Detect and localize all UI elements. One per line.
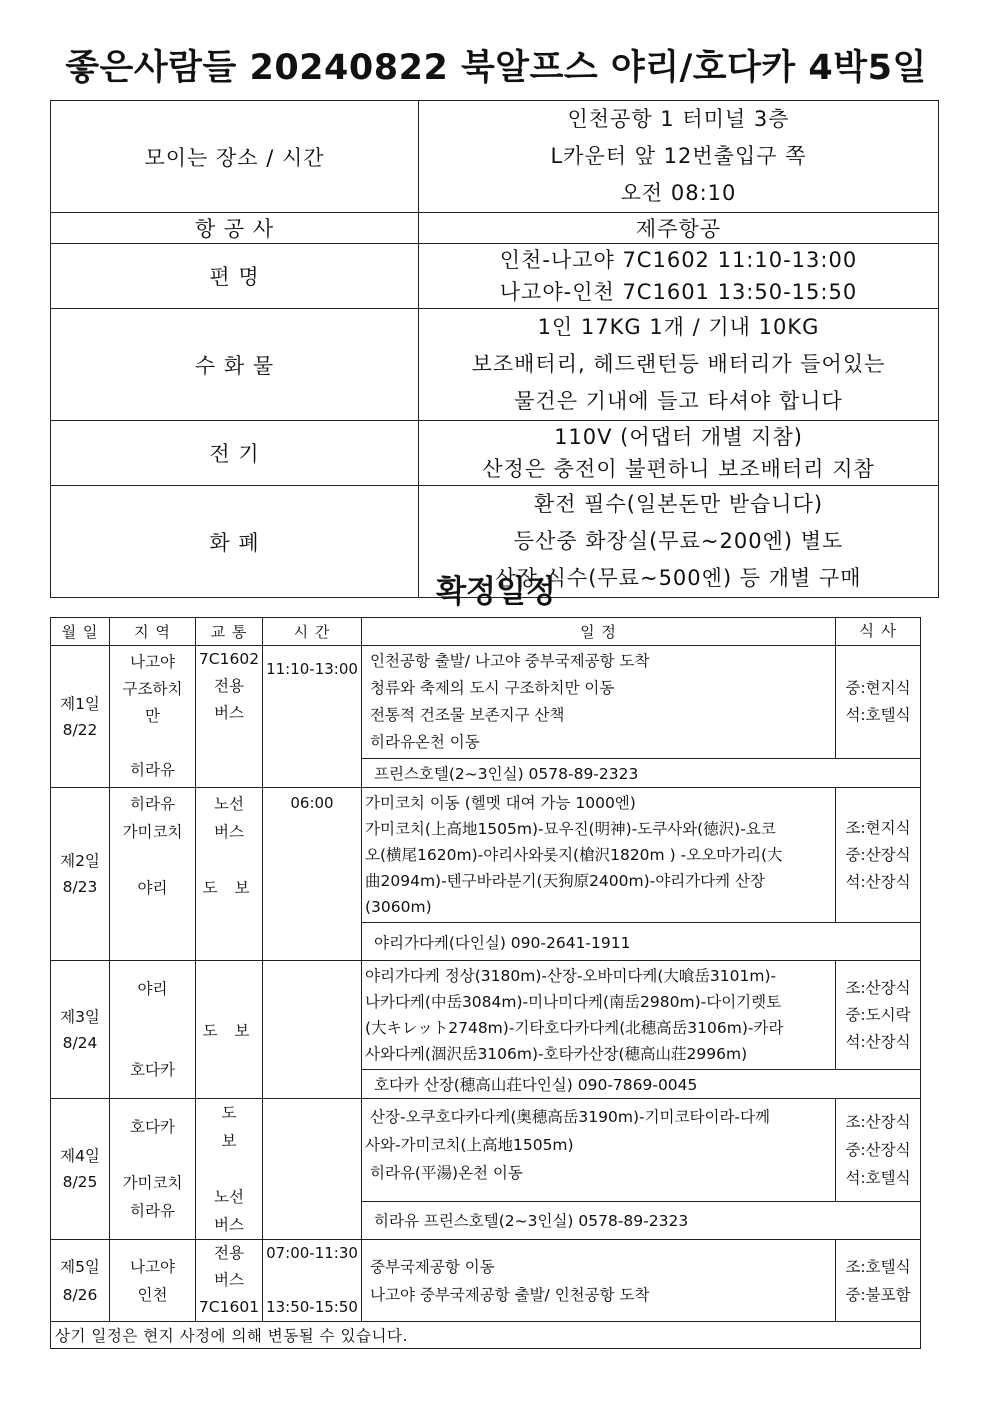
time-cell xyxy=(263,961,362,1099)
schedule-header-row xyxy=(51,618,921,646)
transport-cell: 7C1602 전용 버스 xyxy=(196,646,263,788)
header-meal: 식 사 xyxy=(836,618,921,646)
baggage-label: 수 화 물 xyxy=(51,309,419,421)
header-region: 지 역 xyxy=(110,618,196,646)
plan-cell: 산장-오쿠호다카다케(奥穂高岳3190m)-기미코타이라-다께 사와-가미코치(上高地1505m) 히라유(平湯)온천 이동 xyxy=(362,1099,836,1202)
meal-cell: 중:현지식 석:호텔식 xyxy=(836,646,921,759)
flights-value: 인천-나고야 7C1602 11:10-13:00 나고야-인천 7C1601 13:50-15:50 xyxy=(419,244,939,309)
plan-cell: 가미코치 이동 (헬멧 대여 가능 1000엔) 가미코치(上高地1505m)-묘우진(明神)-도쿠사와(徳沢)-요코 오(横尾1620m)-야리사와롯지(槍沢1820m ) -오오마가리(大 曲2094m)-텐구바라분기(天狗原2400m)-야리가다케 산장 (3060m) xyxy=(362,788,836,923)
region-cell: 호다카 가미코치 히라유 xyxy=(110,1099,196,1240)
plan-cell: 야리가다케 정상(3180m)-산장-오바미다케(大喰岳3101m)- 나카다케(中岳3084m)-미나미다케(南岳2980m)-다이기렛토 (大キレット2748m)-기타호다카다케(北穂高岳3106m)-카라 사와다케(涸沢岳3106m)-호타카산장(穂高山荘2996m) xyxy=(362,961,836,1070)
transport-cell: 전용 버스 7C1601 xyxy=(196,1240,263,1322)
table-row xyxy=(51,646,921,759)
meeting-label: 모이는 장소 / 시간 xyxy=(51,101,419,213)
table-row xyxy=(51,961,921,1070)
table-row xyxy=(51,1099,921,1202)
table-row xyxy=(51,788,921,923)
meal-cell: 조:산장식 중:산장식 석:호텔식 xyxy=(836,1099,921,1202)
header-time: 시 간 xyxy=(263,618,362,646)
lodging-cell: 히라유 프린스호텔(2~3인실) 0578-89-2323 xyxy=(362,1201,921,1239)
transport-cell: 노선 버스 도 보 xyxy=(196,788,263,961)
table-row xyxy=(51,1240,921,1322)
plan-cell: 인천공항 출발/ 나고야 중부국제공항 도착 청류와 축제의 도시 구조하치만 이동 전통적 건조물 보존지구 산책 히라유온천 이동 xyxy=(362,646,836,759)
baggage-value: 1인 17KG 1개 / 기내 10KG 보조배터리, 헤드랜턴등 배터리가 들어있는 물건은 기내에 들고 타셔야 합니다 xyxy=(419,309,939,421)
meal-cell: 조:산장식 중:도시락 석:산장식 xyxy=(836,961,921,1070)
header-transport: 교 통 xyxy=(196,618,263,646)
region-cell: 히라유 가미코치 야리 xyxy=(110,788,196,961)
time-cell: 11:10-13:00 xyxy=(263,646,362,788)
lodging-cell: 호다카 산장(穂高山荘다인실) 090-7869-0045 xyxy=(362,1070,921,1099)
page-title: 좋은사람들 20240822 북알프스 야리/호다카 4박5일 xyxy=(65,48,927,88)
region-cell: 나고야 구조하치 만 히라유 xyxy=(110,646,196,788)
schedule-title: 확정일정 xyxy=(436,574,556,610)
meal-cell: 조:호텔식 중:불포함 xyxy=(836,1240,921,1322)
time-cell: 06:00 xyxy=(263,788,362,961)
meeting-value: 인천공항 1 터미널 3층 L카운터 앞 12번출입구 쪽 오전 08:10 xyxy=(419,101,939,213)
plan-cell: 중부국제공항 이동 나고야 중부국제공항 출발/ 인천공항 도착 xyxy=(362,1240,836,1322)
transport-cell: 도 보 노선 버스 xyxy=(196,1099,263,1240)
lodging-cell: 야리가다케(다인실) 090-2641-1911 xyxy=(362,923,921,961)
header-day: 월 일 xyxy=(51,618,110,646)
airline-value: 제주항공 xyxy=(419,213,939,244)
header-plan: 일 정 xyxy=(362,618,836,646)
day-cell: 제3일 8/24 xyxy=(51,961,110,1099)
notice-row xyxy=(51,1322,921,1349)
time-cell: 07:00-11:30 13:50-15:50 xyxy=(263,1240,362,1322)
region-cell: 야리 호다카 xyxy=(110,961,196,1099)
region-cell: 나고야 인천 xyxy=(110,1240,196,1322)
meal-cell: 조:현지식 중:산장식 석:산장식 xyxy=(836,788,921,923)
transport-cell: 도 보 xyxy=(196,961,263,1099)
schedule-table xyxy=(50,617,921,1349)
day-cell: 제2일 8/23 xyxy=(51,788,110,961)
flights-label: 편 명 xyxy=(51,244,419,309)
lodging-cell: 프린스호텔(2~3인실) 0578-89-2323 xyxy=(362,759,921,788)
airline-label: 항 공 사 xyxy=(51,213,419,244)
schedule-notice: 상기 일정은 현지 사정에 의해 변동될 수 있습니다. xyxy=(51,1322,921,1349)
day-cell: 제1일 8/22 xyxy=(51,646,110,788)
day-cell: 제5일 8/26 xyxy=(51,1240,110,1322)
currency-label: 화 폐 xyxy=(51,486,419,598)
day-cell: 제4일 8/25 xyxy=(51,1099,110,1240)
time-cell xyxy=(263,1099,362,1240)
power-label: 전 기 xyxy=(51,421,419,486)
power-value: 110V (어댑터 개별 지참) 산정은 충전이 불편하니 보조배터리 지참 xyxy=(419,421,939,486)
info-table xyxy=(50,100,939,598)
currency-value: 환전 필수(일본돈만 받습니다) 등산중 화장실(무료~200엔) 별도 산장 식수(무료~500엔) 등 개별 구매 xyxy=(419,486,939,598)
